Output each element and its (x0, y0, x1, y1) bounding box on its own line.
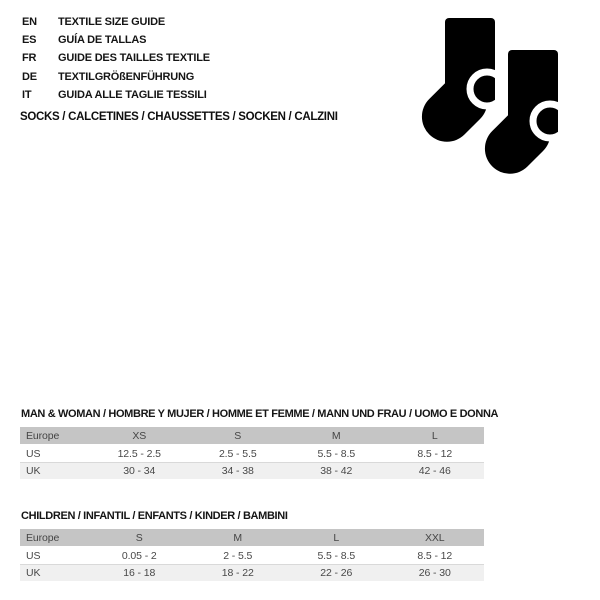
language-row-es (22, 31, 362, 49)
size-cell: 2 - 5.5 (189, 548, 288, 565)
language-label: TEXTILE SIZE GUIDE (58, 16, 166, 29)
size-cell: 8.5 - 12 (386, 446, 485, 463)
language-code: DE (22, 70, 37, 83)
size-cell: 5.5 - 8.5 (287, 548, 386, 565)
language-row-it (22, 86, 362, 104)
row-label: UK (20, 565, 90, 581)
size-cell: 5.5 - 8.5 (287, 446, 386, 463)
table-header-row (20, 427, 484, 446)
size-cell: 12.5 - 2.5 (90, 446, 189, 463)
row-label: US (20, 548, 90, 565)
language-row-en (22, 13, 362, 31)
row-label: US (20, 446, 90, 463)
language-label: GUIDA ALLE TAGLIE TESSILI (58, 88, 207, 101)
language-label: TEXTILGRÖßENFÜHRUNG (58, 70, 195, 83)
size-cell: 2.5 - 5.5 (189, 446, 288, 463)
table-row-us (20, 548, 484, 565)
language-code: EN (22, 16, 37, 29)
language-label: GUÍA DE TALLAS (58, 34, 147, 47)
language-label: GUIDE DES TAILLES TEXTILE (58, 52, 210, 65)
children-table (20, 529, 484, 581)
category-line: SOCKS / CALCETINES / CHAUSSETTES / SOCKEN / CALZINI (20, 111, 338, 123)
size-cell: 18 - 22 (189, 565, 288, 581)
column-header-m: M (287, 427, 386, 446)
size-cell: 30 - 34 (90, 463, 189, 479)
size-cell: 26 - 30 (386, 565, 485, 581)
language-code: IT (22, 88, 32, 101)
column-header-s: S (189, 427, 288, 446)
man-woman-size-table (20, 408, 499, 479)
size-cell: 38 - 42 (287, 463, 386, 479)
table-row-uk (20, 565, 484, 581)
table-title-children: CHILDREN / INFANTIL / ENFANTS / KINDER / BAMBINI (21, 510, 288, 522)
size-cell: 8.5 - 12 (386, 548, 485, 565)
column-header-europe: Europe (20, 427, 90, 446)
size-cell: 0.05 - 2 (90, 548, 189, 565)
language-code: FR (22, 52, 37, 65)
size-cell: 16 - 18 (90, 565, 189, 581)
table-header-row (20, 529, 484, 548)
language-row-de (22, 68, 362, 86)
size-cell: 42 - 46 (386, 463, 485, 479)
row-label: UK (20, 463, 90, 479)
column-header-m: M (189, 529, 288, 548)
size-cell: 22 - 26 (287, 565, 386, 581)
size-cell: 34 - 38 (189, 463, 288, 479)
column-header-xxl: XXL (386, 529, 485, 548)
column-header-s: S (90, 529, 189, 548)
socks-icon (398, 8, 598, 193)
language-row-fr (22, 49, 362, 67)
column-header-l: L (287, 529, 386, 548)
table-row-uk (20, 463, 484, 479)
children-size-table (20, 510, 484, 581)
table-row-us (20, 446, 484, 463)
column-header-l: L (386, 427, 485, 446)
language-title-block (22, 13, 362, 104)
column-header-xs: XS (90, 427, 189, 446)
table-title-man-woman: MAN & WOMAN / HOMBRE Y MUJER / HOMME ET FEMME / MANN UND FRAU / UOMO E DONNA (21, 408, 499, 420)
language-code: ES (22, 34, 37, 47)
man-woman-table (20, 427, 484, 479)
column-header-europe: Europe (20, 529, 90, 548)
